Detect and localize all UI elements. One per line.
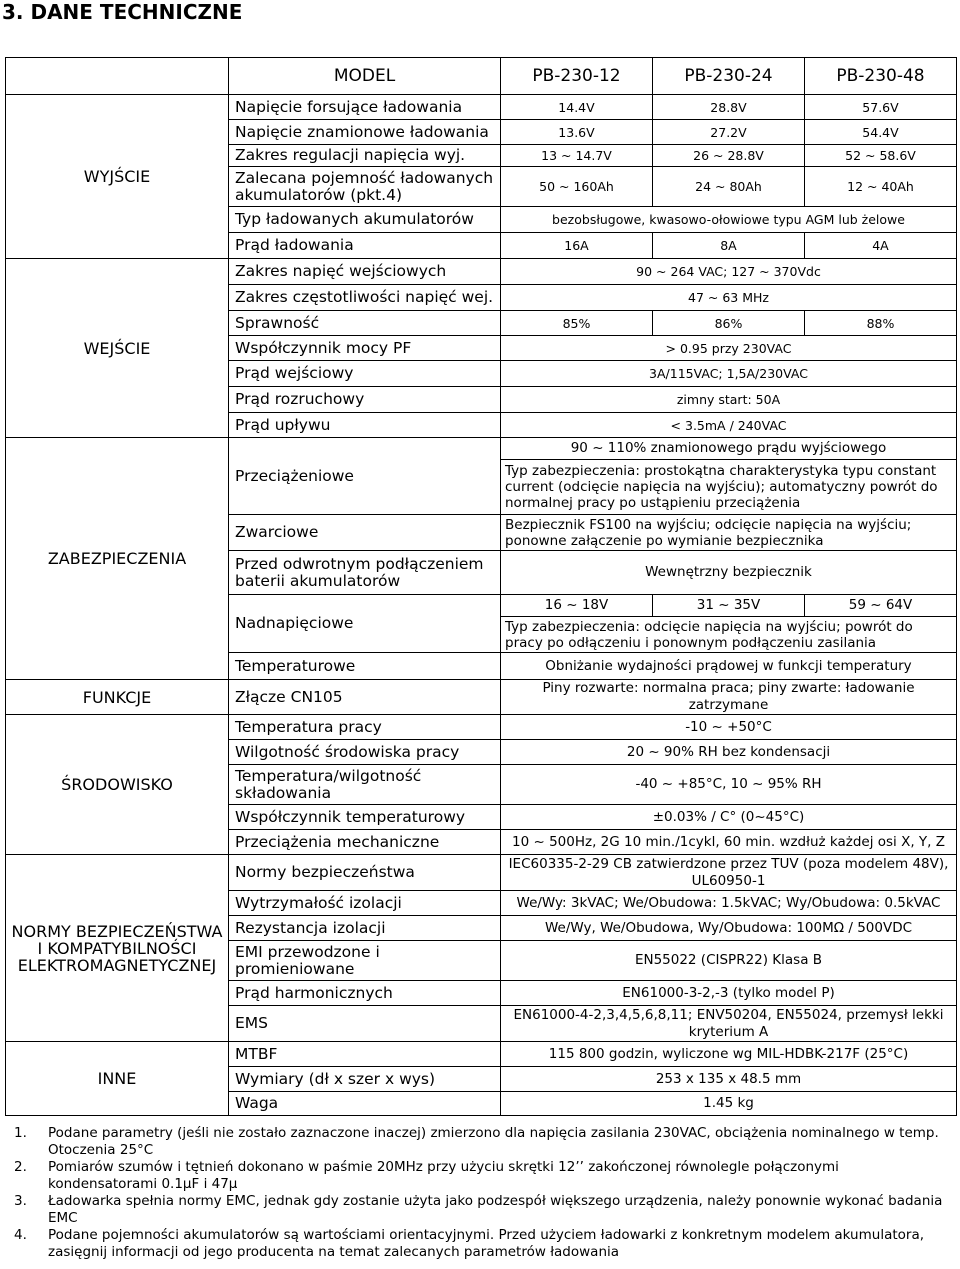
footnote-text: Podane pojemności akumulatorów są wartościami orientacyjnymi. Przed użyciem ładowarki z konkretnym modelem akumulatora, zasięgnij informacji od jego producenta na temat zalecanych parametrów ładowania (48, 1227, 925, 1260)
table-row (6, 1042, 957, 1067)
row-label: Waga (229, 1092, 501, 1116)
value-cell: 253 x 135 x 48.5 mm (501, 1067, 957, 1092)
value-cell: 27.2V (653, 120, 805, 145)
row-label: Temperatura/wilgotność składowania (229, 765, 501, 805)
footnote-item (14, 1159, 949, 1193)
value-cell: Bezpiecznik FS100 na wyjściu; odcięcie napięcia na wyjściu; ponowne załączenie po wymianie bezpiecznika (501, 515, 957, 551)
row-label: Przed odwrotnym podłączeniem baterii akumulatorów (229, 551, 501, 595)
value-cell: 57.6V (805, 95, 957, 120)
value-cell: 31 ~ 35V (653, 595, 805, 617)
row-label: EMS (229, 1006, 501, 1042)
row-label: Prąd harmonicznych (229, 981, 501, 1006)
row-label: Zakres regulacji napięcia wyj. (229, 145, 501, 167)
value-cell: > 0.95 przy 230VAC (501, 336, 957, 361)
row-label: Przeciążeniowe (229, 438, 501, 515)
value-cell: 13 ~ 14.7V (501, 145, 653, 167)
value-cell: bezobsługowe, kwasowo-ołowiowe typu AGM lub żelowe (501, 207, 957, 233)
value-cell: zimny start: 50A (501, 387, 957, 413)
table-row (6, 715, 957, 740)
value-cell: 54.4V (805, 120, 957, 145)
value-cell: 4A (805, 233, 957, 259)
row-label: Zakres napięć wejściowych (229, 259, 501, 285)
value-cell: 28.8V (653, 95, 805, 120)
value-cell: We/Wy, We/Obudowa, Wy/Obudowa: 100MΩ / 500VDC (501, 916, 957, 941)
value-cell: We/Wy: 3kVAC; We/Obudowa: 1.5kVAC; Wy/Obudowa: 0.5kVAC (501, 891, 957, 916)
header-model: MODEL (229, 58, 501, 95)
value-cell: 1.45 kg (501, 1092, 957, 1116)
table-row (6, 95, 957, 120)
value-cell: 16 ~ 18V (501, 595, 653, 617)
value-cell: 16A (501, 233, 653, 259)
section-wyjscie: WYJŚCIE (6, 95, 229, 259)
value-cell: -10 ~ +50°C (501, 715, 957, 740)
row-label: Współczynnik mocy PF (229, 336, 501, 361)
value-cell: 47 ~ 63 MHz (501, 285, 957, 311)
value-cell: 14.4V (501, 95, 653, 120)
row-label: Napięcie znamionowe ładowania (229, 120, 501, 145)
footnote-number: 2. (14, 1159, 27, 1175)
section-zabezpieczenia: ZABEZPIECZENIA (6, 438, 229, 680)
value-cell: 26 ~ 28.8V (653, 145, 805, 167)
value-cell: Typ zabezpieczenia: prostokątna charakterystyka typu constant current (odcięcie napięcia na wyjściu); automatyczny powrót do normalnej pracy po ustąpieniu przeciążenia (501, 460, 957, 515)
section-funkcje: FUNKCJE (6, 680, 229, 715)
row-label: Współczynnik temperaturowy (229, 805, 501, 830)
value-cell: EN55022 (CISPR22) Klasa B (501, 941, 957, 981)
value-cell: 88% (805, 311, 957, 336)
row-label: Prąd wejściowy (229, 361, 501, 387)
value-cell: 90 ~ 110% znamionowego prądu wyjściowego (501, 438, 957, 460)
row-label: Przeciążenia mechaniczne (229, 830, 501, 855)
footnotes (14, 1125, 949, 1261)
value-cell: 50 ~ 160Ah (501, 167, 653, 207)
page-title: 3. DANE TECHNICZNE (2, 0, 243, 24)
value-cell: Piny rozwarte: normalna praca; piny zwarte: ładowanie zatrzymane (501, 680, 957, 715)
row-label: Prąd ładowania (229, 233, 501, 259)
row-label: Napięcie forsujące ładowania (229, 95, 501, 120)
row-label: Temperatura pracy (229, 715, 501, 740)
table-row (6, 259, 957, 285)
footnote-text: Podane parametry (jeśli nie zostało zaznaczone inaczej) zmierzono dla napięcia zasilania 230VAC, obciążenia nominalnego w temp. Otoczenia 25°C (48, 1125, 939, 1158)
table-row (6, 680, 957, 715)
footnote-number: 4. (14, 1227, 27, 1243)
value-cell: 24 ~ 80Ah (653, 167, 805, 207)
value-cell: 3A/115VAC; 1,5A/230VAC (501, 361, 957, 387)
row-label: Sprawność (229, 311, 501, 336)
section-wejscie: WEJŚCIE (6, 259, 229, 438)
row-label: Zwarciowe (229, 515, 501, 551)
value-cell: EN61000-3-2,-3 (tylko model P) (501, 981, 957, 1006)
value-cell: 52 ~ 58.6V (805, 145, 957, 167)
row-label: EMI przewodzone i promieniowane (229, 941, 501, 981)
row-label: Temperaturowe (229, 653, 501, 680)
header-model-3: PB-230-48 (805, 58, 957, 95)
footnote-item (14, 1193, 949, 1227)
value-cell: < 3.5mA / 240VAC (501, 413, 957, 438)
section-srodowisko: ŚRODOWISKO (6, 715, 229, 855)
value-cell: Wewnętrzny bezpiecznik (501, 551, 957, 595)
value-cell: 13.6V (501, 120, 653, 145)
header-model-2: PB-230-24 (653, 58, 805, 95)
row-label: Zakres częstotliwości napięć wej. (229, 285, 501, 311)
header-model-1: PB-230-12 (501, 58, 653, 95)
value-cell: 59 ~ 64V (805, 595, 957, 617)
row-label: Zalecana pojemność ładowanych akumulatorów (pkt.4) (229, 167, 501, 207)
footnote-number: 3. (14, 1193, 27, 1209)
value-cell: 10 ~ 500Hz, 2G 10 min./1cykl, 60 min. wzdłuż każdej osi X, Y, Z (501, 830, 957, 855)
value-cell: -40 ~ +85°C, 10 ~ 95% RH (501, 765, 957, 805)
value-cell: IEC60335-2-29 CB zatwierdzone przez TUV (poza modelem 48V), UL60950-1 (501, 855, 957, 891)
footnote-item (14, 1227, 949, 1261)
row-label: Prąd upływu (229, 413, 501, 438)
value-cell: Obniżanie wydajności prądowej w funkcji temperatury (501, 653, 957, 680)
row-label: Wytrzymałość izolacji (229, 891, 501, 916)
footnote-number: 1. (14, 1125, 27, 1141)
footnote-item (14, 1125, 949, 1159)
row-label: Wymiary (dł x szer x wys) (229, 1067, 501, 1092)
spec-table (5, 57, 957, 1116)
footnote-text: Pomiarów szumów i tętnień dokonano w paśmie 20MHz przy użyciu skrętki 12’’ zakończonej równolegle połączonymi kondensatorami 0.1μF i 47μ (48, 1159, 839, 1192)
row-label: Nadnapięciowe (229, 595, 501, 653)
section-normy: NORMY BEZPIECZEŃSTWA I KOMPATYBILNOŚCI ELEKTROMAGNETYCZNEJ (6, 855, 229, 1042)
row-label: Wilgotność środowiska pracy (229, 740, 501, 765)
value-cell: 86% (653, 311, 805, 336)
row-label: Rezystancja izolacji (229, 916, 501, 941)
value-cell: 90 ~ 264 VAC; 127 ~ 370Vdc (501, 259, 957, 285)
value-cell: 12 ~ 40Ah (805, 167, 957, 207)
table-row (6, 438, 957, 460)
value-cell: 85% (501, 311, 653, 336)
header-row (6, 58, 957, 95)
row-label: Typ ładowanych akumulatorów (229, 207, 501, 233)
value-cell: 20 ~ 90% RH bez kondensacji (501, 740, 957, 765)
row-label: Złącze CN105 (229, 680, 501, 715)
value-cell: 8A (653, 233, 805, 259)
footnote-text: Ładowarka spełnia normy EMC, jednak gdy zostanie użyta jako podzespół większego urządzenia, należy ponownie wykonać badania EMC (48, 1193, 943, 1226)
table-row (6, 855, 957, 891)
row-label: MTBF (229, 1042, 501, 1067)
section-inne: INNE (6, 1042, 229, 1116)
value-cell: Typ zabezpieczenia: odcięcie napięcia na wyjściu; powrót do pracy po odłączeniu i ponownym podłączeniu zasilania (501, 617, 957, 653)
value-cell: ±0.03% / C° (0~45°C) (501, 805, 957, 830)
value-cell: 115 800 godzin, wyliczone wg MIL-HDBK-217F (25°C) (501, 1042, 957, 1067)
row-label: Prąd rozruchowy (229, 387, 501, 413)
value-cell: EN61000-4-2,3,4,5,6,8,11; ENV50204, EN55024, przemysł lekki kryterium A (501, 1006, 957, 1042)
row-label: Normy bezpieczeństwa (229, 855, 501, 891)
